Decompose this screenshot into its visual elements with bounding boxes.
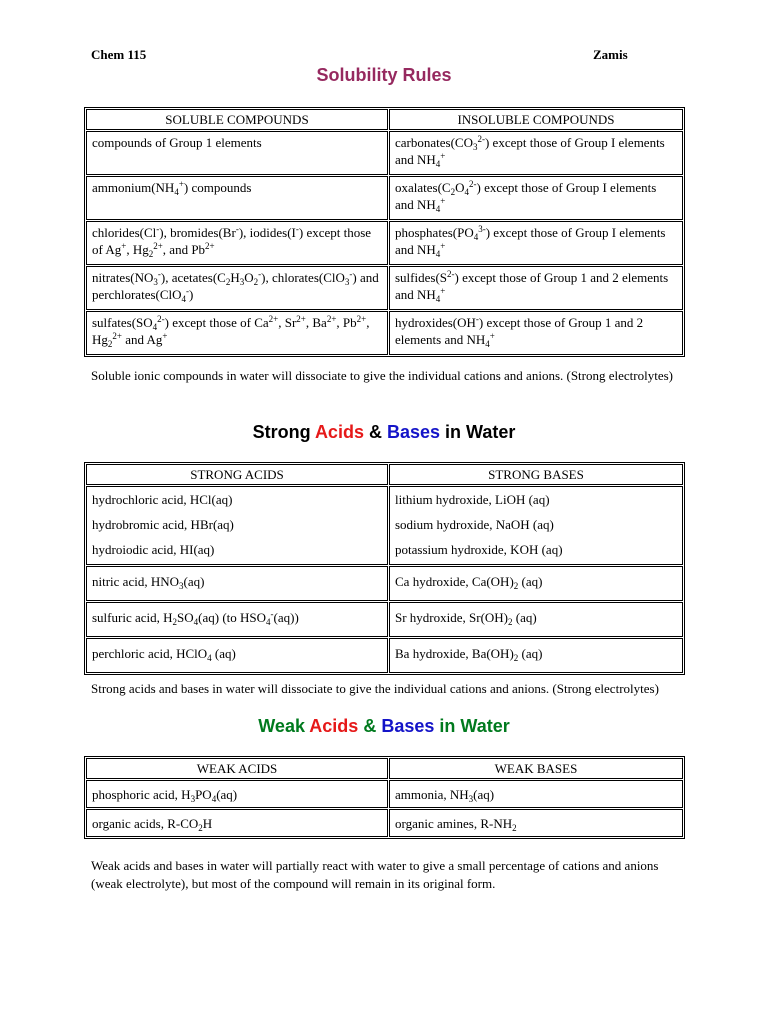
solubility-cell-3-1: $sulfides(S^{2-})$ except those of Group 1 and 2 elements and $NH_4^+$ (389, 266, 683, 310)
strong-title-amp: & (363, 422, 387, 442)
table-row (86, 780, 683, 808)
strong-cell-2-1: Ba hydroxide, $Ba(OH)_2$ (aq) (389, 638, 683, 673)
strong-cell-2-0: perchloric acid, HClO$_4$ (aq) (86, 638, 388, 673)
strong-title-bases: Bases (386, 422, 441, 442)
table-row (86, 311, 683, 355)
strong-cell-0-0: nitric acid, $HNO_3(aq)$ (86, 566, 388, 601)
list-item: lithium hydroxide, LiOH (aq) (395, 492, 550, 507)
insoluble-header: INSOLUBLE COMPOUNDS (389, 109, 683, 130)
solubility-cell-2-1: $phosphates(PO_4^{3-})$ except those of Group I elements and $NH_4^+$ (389, 221, 683, 265)
author-label: Zamis (593, 47, 628, 62)
list-item: hydroiodic acid, HI(aq) (92, 542, 215, 557)
solubility-cell-3-0: $nitrates(NO_3^-)$, $acetates(C_2H_3O_2^-)$, chlorates(ClO$_3$-) and perchlorates(ClO$_4$-) (86, 266, 388, 310)
solubility-cell-0-0: compounds of Group 1 elements (86, 131, 388, 175)
solubility-note: Soluble ionic compounds in water will dissociate to give the individual cations and anions. (Strong electrolytes) (91, 368, 673, 383)
table-row (86, 602, 683, 637)
strong-base-group-cell (389, 486, 683, 565)
solubility-title: Solubility Rules (316, 65, 452, 85)
weak-title-amp: & (358, 716, 382, 736)
solubility-cell-0-1: $carbonates(CO_3^{2-})$ except those of Group I elements and $NH_4^+$ (389, 131, 683, 175)
table-row (86, 638, 683, 673)
table-row (86, 131, 683, 175)
strong-title-acids: Acids (314, 422, 364, 442)
weak-bases-header: WEAK BASES (389, 758, 683, 779)
strong-note: Strong acids and bases in water will dissociate to give the individual cations and anions. (Strong electrolytes) (91, 681, 659, 696)
weak-cell-0-1: ammonia, $NH_3(aq)$ (389, 780, 683, 808)
list-item: hydrochloric acid, HCl(aq) (92, 492, 233, 507)
table-row (86, 486, 683, 565)
weak-acids-header: WEAK ACIDS (86, 758, 388, 779)
weak-table (84, 756, 685, 839)
solubility-cell-4-0: $sulfates(SO_4^{2-})$ except those of $Ca^{2+}$, $Sr^{2+}$, $Ba^{2+}$, $Pb^{2+}$, $Hg_2^{2+}$ and Ag+ (86, 311, 388, 355)
solubility-cell-1-0: $ammonium(NH_4^+)$ compounds (86, 176, 388, 220)
strong-cell-1-1: Sr hydroxide, $Sr(OH)_2$ (aq) (389, 602, 683, 637)
weak-title (0, 716, 768, 737)
weak-note: Weak acids and bases in water will partially react with water to give a small percentage of cations and anions (weak electrolyte), but most of the compound will remain in its original form. (91, 858, 659, 891)
table-row (86, 809, 683, 837)
list-item: potassium hydroxide, KOH (aq) (395, 542, 563, 557)
weak-cell-0-0: phosphoric acid, $H_3PO_4(aq)$ (86, 780, 388, 808)
table-row (86, 221, 683, 265)
weak-title-part: Weak (258, 716, 310, 736)
solubility-cell-1-1: $oxalates(C_2O_4^{2-})$ except those of Group I elements and $NH_4^+$ (389, 176, 683, 220)
weak-cell-1-0: organic acids, $R-CO_2H$ (86, 809, 388, 837)
strong-table (84, 462, 685, 675)
weak-title-tail: in Water (434, 716, 510, 736)
strong-cell-1-0: sulfuric acid, $H_2SO_4(aq)$ (to $HSO_4^-(aq)$) (86, 602, 388, 637)
strong-title (0, 422, 768, 443)
table-row (86, 266, 683, 310)
soluble-header: SOLUBLE COMPOUNDS (86, 109, 388, 130)
solubility-table (84, 107, 685, 357)
strong-acids-header: STRONG ACIDS (86, 464, 388, 485)
strong-title-tail: in Water (440, 422, 516, 442)
strong-bases-header: STRONG BASES (389, 464, 683, 485)
list-item: hydrobromic acid, HBr(aq) (92, 517, 234, 532)
solubility-cell-4-1: hydroxides(OH-) except those of Group 1 and 2 elements and $NH_4^+$ (389, 311, 683, 355)
strong-acid-group-cell (86, 486, 388, 565)
weak-title-acids: Acids (309, 716, 359, 736)
strong-title-part: Strong (252, 422, 315, 442)
table-row (86, 566, 683, 601)
weak-title-bases: Bases (381, 716, 435, 736)
weak-cell-1-1: organic amines, $R-NH_2$ (389, 809, 683, 837)
table-row (86, 176, 683, 220)
list-item: sodium hydroxide, NaOH (aq) (395, 517, 554, 532)
course-label: Chem 115 (91, 47, 147, 62)
solubility-cell-2-0: chlorides(Cl-), bromides(Br-), iodides(I-) except those of Ag+, $Hg_2^{2+}$, and $Pb^{2+}$ (86, 221, 388, 265)
strong-cell-0-1: Ca hydroxide, $Ca(OH)_2$ (aq) (389, 566, 683, 601)
